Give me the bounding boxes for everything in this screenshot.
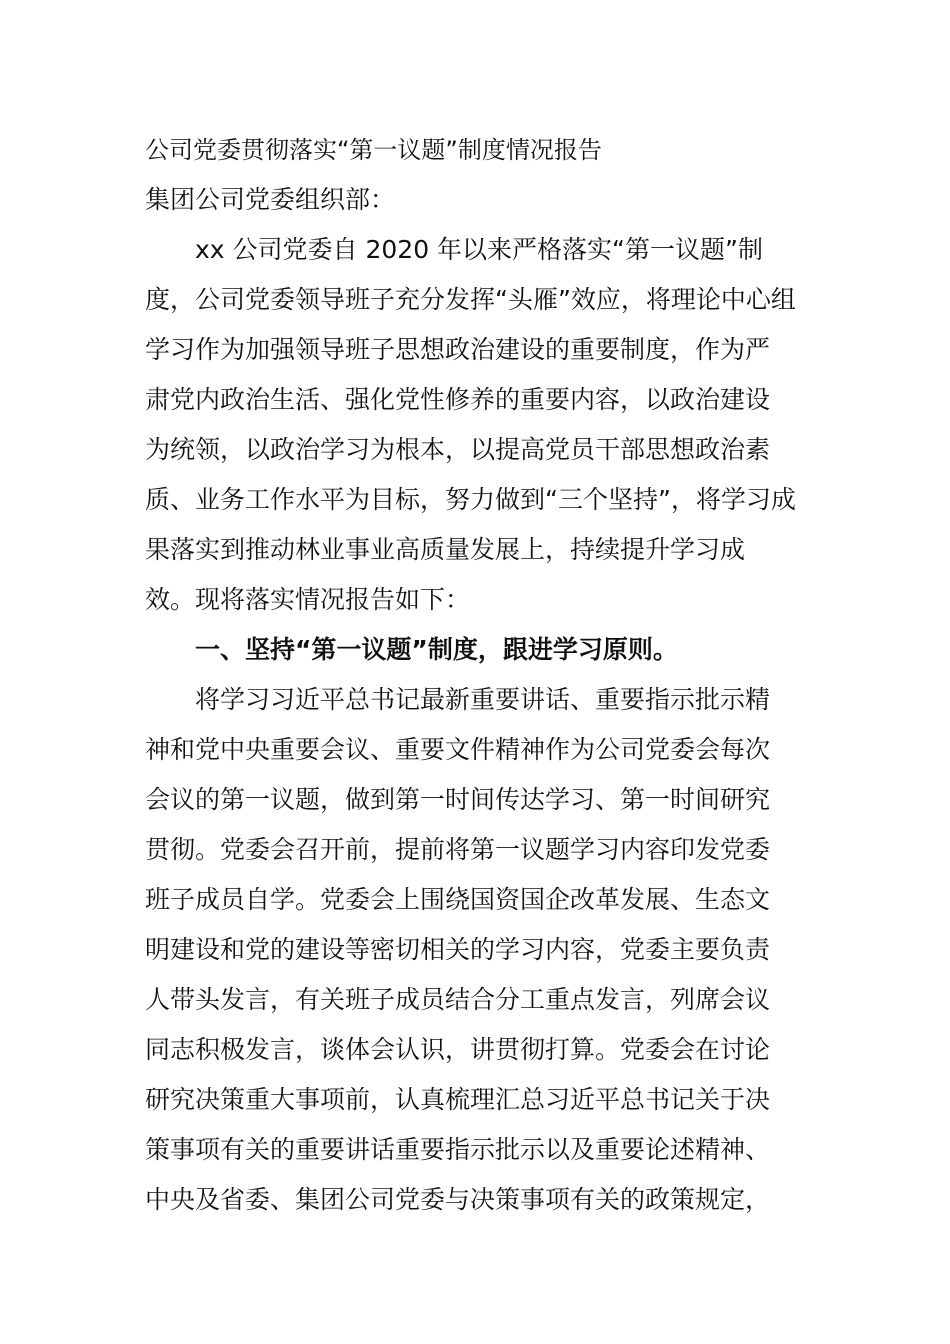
document-title: 公司党委贯彻落实“第一议题”制度情况报告	[145, 136, 602, 164]
paragraph-line: 策事项有关的重要讲话重要指示批示以及重要论述精神、	[145, 1135, 771, 1164]
paragraph-line: 为统领，以政治学习为根本，以提高党员干部思想政治素	[145, 435, 771, 464]
paragraph-line: 肃党内政治生活、强化党性修养的重要内容，以政治建设	[145, 385, 771, 414]
addressee: 集团公司党委组织部：	[145, 185, 396, 214]
paragraph-line: 果落实到推动林业事业高质量发展上，持续提升学习成	[145, 535, 746, 564]
paragraph-line: 将学习习近平总书记最新重要讲话、重要指示批示精	[195, 685, 771, 714]
paragraph-line: 明建设和党的建设等密切相关的学习内容，党委主要负责	[145, 935, 771, 964]
paragraph-line: 同志积极发言，谈体会认识，讲贯彻打算。党委会在讨论	[145, 1035, 771, 1064]
paragraph-line: 人带头发言，有关班子成员结合分工重点发言，列席会议	[145, 985, 771, 1014]
paragraph-line: 学习作为加强领导班子思想政治建设的重要制度，作为严	[145, 335, 771, 364]
paragraph-line: 度，公司党委领导班子充分发挥“头雁”效应，将理论中心组	[145, 285, 796, 314]
paragraph-line: 贯彻。党委会召开前，提前将第一议题学习内容印发党委	[145, 835, 771, 864]
paragraph-line: xx 公司党委自 2020 年以来严格落实“第一议题”制	[195, 235, 763, 264]
paragraph-line: 神和党中央重要会议、重要文件精神作为公司党委会每次	[145, 735, 771, 764]
paragraph-line: 研究决策重大事项前，认真梳理汇总习近平总书记关于决	[145, 1085, 771, 1114]
paragraph-line: 班子成员自学。党委会上围绕国资国企改革发展、生态文	[145, 885, 771, 914]
paragraph-line: 会议的第一议题，做到第一时间传达学习、第一时间研究	[145, 785, 771, 814]
paragraph-line: 效。现将落实情况报告如下：	[145, 585, 471, 614]
paragraph-line: 中央及省委、集团公司党委与决策事项有关的政策规定，	[145, 1185, 771, 1214]
section-heading: 一、坚持“第一议题”制度，跟进学习原则。	[195, 635, 678, 664]
paragraph-line: 质、业务工作水平为目标，努力做到“三个坚持”，将学习成	[145, 485, 796, 514]
